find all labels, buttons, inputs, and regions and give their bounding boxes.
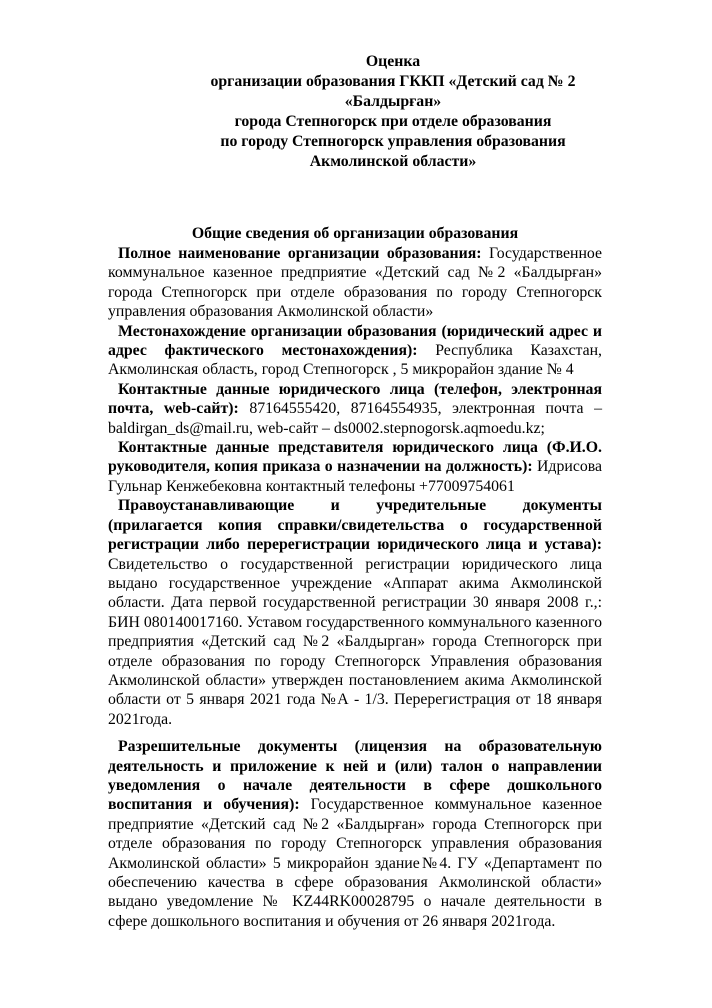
- section-text: Республика Казахстан, Акмолинская область, город Степногорск , 5 микрорайон здание № 4: [108, 342, 602, 379]
- title-line: города Степногорск при отделе образования: [234, 113, 552, 130]
- section-text: Государственное коммунальное казенное предприятие «Детский сад №2 «Балдырған» города Степногорск при отделе образования по городу Степногорск управления образования Акмолинской области» 5 микрорайон здание№4. ГУ «Департамент по обеспечению качества в сфере образования Акмолинской области» выдано уведомление № KZ44RK00028795 о начале деятельности в сфере дошкольного воспитания и обучения от 26 января 2021года.: [108, 796, 602, 930]
- founding-documents-section: [108, 496, 602, 729]
- title-line: организации образования ГККП «Детский сад № 2: [210, 73, 576, 90]
- section-label: Полное наименование организации образования:: [118, 245, 482, 262]
- document-title: [178, 52, 608, 172]
- permit-documents-section: [108, 737, 602, 931]
- location-section: [108, 322, 602, 380]
- section-label: Контактные данные представителя юридического лица (Ф.И.О. руководителя, копия приказа о назначении на должность):: [108, 439, 602, 476]
- title-line: по городу Степногорск управления образования: [220, 133, 566, 150]
- section-text: Государственное коммунальное казенное предприятие «Детский сад №2 «Балдырған» города Степногорск при отделе образования по городу Степногорск управления образования Акмолинской области»: [108, 245, 602, 321]
- title-line: Акмолинской области»: [309, 153, 477, 170]
- section-label: Контактные данные юридического лица (телефон, электронная почта, web-сайт):: [108, 380, 602, 418]
- section-label: Местонахождение организации образования (юридический адрес и адрес фактического местонахождения):: [108, 322, 602, 360]
- contacts-section: [108, 380, 602, 438]
- representative-section: [108, 438, 602, 496]
- section-text: Свидетельство о государственной регистрации юридического лица выдано государственное учреждение «Аппарат акима Акмолинской области. Дата первой государственной регистрации 30 января 2008 г.,: БИН 080140017160. Уставом государственного коммунального казенного предприятия «Детский сад №2 «Балдырган» города Степногорск при отделе образования по городу Степногорск Управления образования Акмолинской области» утвержден постановлением акима Акмолинской области от 5 января 2021 года №А - 1/3. Перерегистрация от 18 января 2021года.: [108, 555, 602, 728]
- section-heading: Общие сведения об организации образования: [191, 225, 519, 242]
- section-text: 87164555420, 87164554935, электронная почта – baldirgan_ds@mail.ru, web-сайт – ds0002.stepnogorsk.aqmoedu.kz;: [108, 400, 602, 437]
- section-text: Идрисова Гульнар Кенжебековна контактный телефоны +77009754061: [108, 458, 602, 495]
- title-line: «Балдырған»: [344, 93, 442, 110]
- section-label: Разрешительные документы (лицензия на образовательную деятельность и приложение к ней и (или) талон о направлении уведомления о начале деятельности в сфере дошкольного воспитания и обучения):: [108, 738, 602, 814]
- document-content: [108, 52, 602, 931]
- section-label: Правоустанавливающие и учредительные документы (прилагается копия справки/свидетельства о государственной регистрации либо перерегистрации юридического лица и устава):: [108, 497, 602, 554]
- full-name-section: [108, 244, 602, 322]
- title-line: Оценка: [365, 53, 421, 70]
